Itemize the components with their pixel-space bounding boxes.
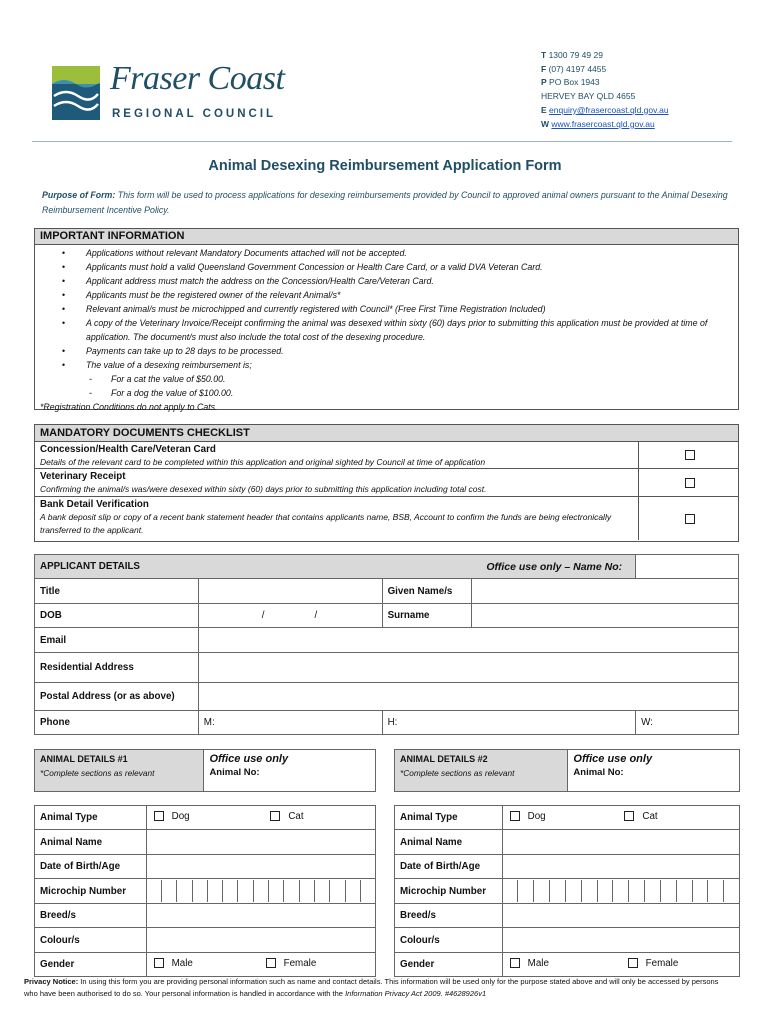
animal-details-1-table xyxy=(34,749,376,977)
cat-option[interactable]: Cat xyxy=(624,811,657,822)
email-field[interactable] xyxy=(198,628,738,653)
gender-label: Gender xyxy=(35,953,147,977)
breed-field[interactable] xyxy=(146,904,375,928)
fax-number: (07) 4197 4455 xyxy=(548,63,607,74)
microchip-field[interactable] xyxy=(502,879,739,904)
title-label: Title xyxy=(35,579,199,604)
microchip-label: Microchip Number xyxy=(35,879,147,904)
breed-label: Breed/s xyxy=(395,904,503,928)
female-checkbox[interactable] xyxy=(266,958,276,968)
breed-field[interactable] xyxy=(502,904,739,928)
residential-address-field[interactable] xyxy=(198,653,738,683)
list-item: • Payments can take up to 28 days to be processed. xyxy=(62,346,284,356)
female-option[interactable]: Female xyxy=(628,958,679,969)
colour-field[interactable] xyxy=(502,928,739,953)
postal-address-label: Postal Address (or as above) xyxy=(35,683,199,711)
animal-name-field[interactable] xyxy=(146,830,375,855)
bank-verification-checkbox[interactable] xyxy=(685,514,695,524)
applicant-details-heading: APPLICANT DETAILS Office use only – Name No: xyxy=(35,555,636,579)
sub-item-dog: - For a dog the value of $100.00. xyxy=(89,388,234,398)
microchip-field[interactable] xyxy=(146,879,375,904)
male-checkbox[interactable] xyxy=(510,958,520,968)
cat-option[interactable]: Cat xyxy=(270,811,303,822)
header-divider xyxy=(32,141,732,142)
city: HERVEY BAY QLD 4655 xyxy=(541,91,636,102)
dob-field[interactable]: / / xyxy=(198,604,382,628)
work-phone-field[interactable]: W: xyxy=(636,711,739,735)
list-item: • The value of a desexing reimbursement is; xyxy=(62,360,252,370)
po-box: PO Box 1943 xyxy=(549,77,600,88)
important-info-heading: IMPORTANT INFORMATION xyxy=(35,229,738,245)
microchip-label: Microchip Number xyxy=(395,879,503,904)
mobile-field[interactable]: M: xyxy=(198,711,382,735)
concession-checkbox[interactable] xyxy=(685,450,695,460)
animal-dob-field[interactable] xyxy=(502,855,739,879)
phone-label: Phone xyxy=(35,711,199,735)
title-field[interactable] xyxy=(198,579,382,604)
cat-checkbox[interactable] xyxy=(270,811,280,821)
checklist-row-bank: Bank Detail Verification A bank deposit slip or copy of a recent bank statement header that contains applicants name, BSB, Account to confirm the funds are being electronically transferred to the applicant. xyxy=(35,497,738,540)
given-names-field[interactable] xyxy=(472,579,739,604)
animal-1-heading: ANIMAL DETAILS #1 *Complete sections as relevant xyxy=(35,750,204,792)
dog-option[interactable]: Dog xyxy=(510,811,546,822)
animal-name-label: Animal Name xyxy=(35,830,147,855)
residential-address-label: Residential Address xyxy=(35,653,199,683)
checklist-row-vet-receipt: Veterinary Receipt Confirming the animal/s was/were desexed within sixty (60) days prior to submitting this application including total cost. xyxy=(35,469,738,497)
animal-dob-field[interactable] xyxy=(146,855,375,879)
surname-field[interactable] xyxy=(472,604,739,628)
mandatory-docs-heading: MANDATORY DOCUMENTS CHECKLIST xyxy=(35,425,738,442)
brand-name: Fraser Coast xyxy=(110,60,285,97)
website-link[interactable]: www.frasercoast.qld.gov.au xyxy=(551,118,655,129)
office-name-no-field[interactable] xyxy=(636,555,739,579)
office-use-name-no: Office use only – Name No: xyxy=(486,560,623,573)
surname-label: Surname xyxy=(382,604,472,628)
list-item: • Applicant address must match the address on the Concession/Health Care/Veteran Card. xyxy=(62,276,434,286)
animal-type-label: Animal Type xyxy=(35,806,147,830)
form-title: Animal Desexing Reimbursement Application Form xyxy=(208,158,562,174)
list-item: • Applications without relevant Mandatory Documents attached will not be accepted. xyxy=(62,248,407,258)
important-info-list xyxy=(35,245,738,372)
list-item: • Relevant animal/s must be microchipped and currently registered with Council* (Free First Time Registration Included) xyxy=(62,304,546,314)
list-item: • Applicants must hold a valid Queensland Government Concession or Health Care Card, or a valid DVA Veteran Card. xyxy=(62,262,543,272)
form-purpose: Purpose of Form: This form will be used to process applications for desexing reimbursements provided by Council to approved animal owners pursuant to the Animal Desexing Reimbursement Incentive Policy. xyxy=(42,190,728,215)
important-info-section xyxy=(34,228,739,410)
animal-details-2-table xyxy=(394,749,740,977)
vet-receipt-checkbox[interactable] xyxy=(685,478,695,488)
checklist-row-concession: Concession/Health Care/Veteran Card Details of the relevant card to be completed within this application and original sighted by Council at time of application xyxy=(35,442,738,469)
contact-details: T 1300 79 49 29 F (07) 4197 4455 P PO Box 1943 HERVEY BAY QLD 4655 E enquiry@frasercoast.qld.gov.au W www.frasercoast.qld.gov.au xyxy=(541,50,669,129)
home-phone-field[interactable]: H: xyxy=(382,711,636,735)
animal-name-field[interactable] xyxy=(502,830,739,855)
colour-field[interactable] xyxy=(146,928,375,953)
given-names-label: Given Name/s xyxy=(382,579,472,604)
animal-name-label: Animal Name xyxy=(395,830,503,855)
mandatory-docs-section xyxy=(34,424,739,542)
cat-checkbox[interactable] xyxy=(624,811,634,821)
male-option[interactable]: Male xyxy=(154,958,193,969)
colour-label: Colour/s xyxy=(35,928,147,953)
gender-label: Gender xyxy=(395,953,503,977)
sub-item-cat: - For a cat the value of $50.00. xyxy=(89,374,226,384)
dog-checkbox[interactable] xyxy=(510,811,520,821)
animal-dob-label: Date of Birth/Age xyxy=(35,855,147,879)
animal-1-office-use: Office use only Animal No: xyxy=(204,750,376,792)
privacy-notice: Privacy Notice: In using this form you are providing personal information such as name and contact details. This information will be used only for the purpose stated above and will only be accessed by persons who have been authorised to do so. Your personal information is handled in accordance with the Information Privacy Act 2009. #4628926v1 xyxy=(24,977,719,998)
phone-number: 1300 79 49 29 xyxy=(548,50,603,60)
colour-label: Colour/s xyxy=(395,928,503,953)
postal-address-field[interactable] xyxy=(198,683,738,711)
animal-dob-label: Date of Birth/Age xyxy=(395,855,503,879)
female-option[interactable]: Female xyxy=(266,958,317,969)
footnote: *Registration Conditions do not apply to Cats. xyxy=(40,402,218,412)
animal-2-heading: ANIMAL DETAILS #2 *Complete sections as relevant xyxy=(395,750,568,792)
council-logo xyxy=(52,66,100,120)
email-label: Email xyxy=(35,628,199,653)
dog-checkbox[interactable] xyxy=(154,811,164,821)
brand-subtitle: REGIONAL COUNCIL xyxy=(112,108,277,120)
email-link[interactable]: enquiry@frasercoast.qld.gov.au xyxy=(549,104,669,115)
applicant-details-table xyxy=(34,554,739,735)
male-checkbox[interactable] xyxy=(154,958,164,968)
list-item: • Applicants must be the registered owner of the relevant Animal/s* xyxy=(62,290,341,300)
dob-label: DOB xyxy=(35,604,199,628)
female-checkbox[interactable] xyxy=(628,958,638,968)
dog-option[interactable]: Dog xyxy=(154,811,190,822)
breed-label: Breed/s xyxy=(35,904,147,928)
animal-2-office-use: Office use only Animal No: xyxy=(568,750,740,792)
list-item: • A copy of the Veterinary Invoice/Receipt confirming the animal was desexed within sixty (60) days prior to submitting this application must be provided at time of application. The document/s must also include the total cost of the desexing procedure. xyxy=(62,318,708,342)
male-option[interactable]: Male xyxy=(510,958,549,969)
animal-type-label: Animal Type xyxy=(395,806,503,830)
